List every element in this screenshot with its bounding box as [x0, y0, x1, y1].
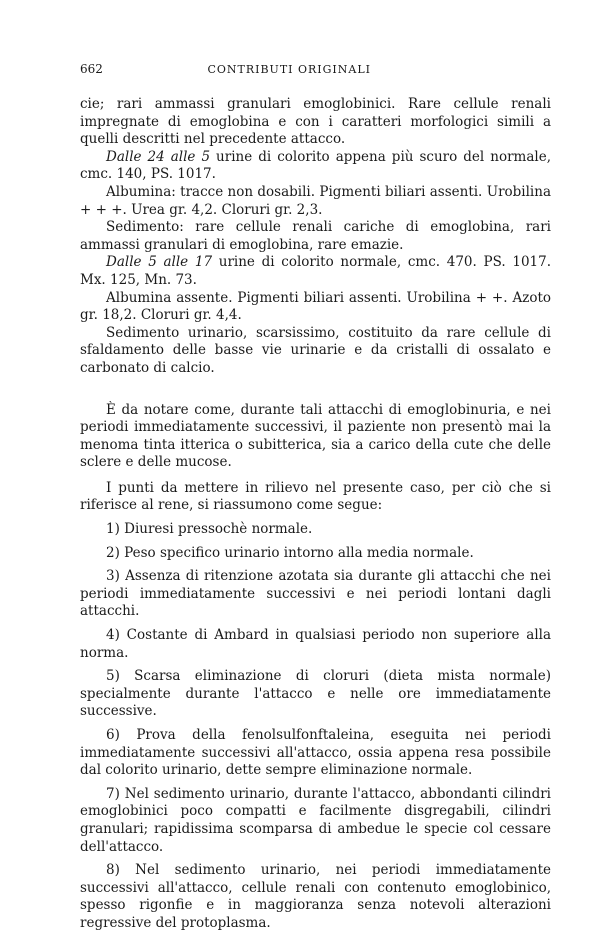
list-item: 2) Peso specifico urinario intorno alla media normale.: [106, 544, 474, 561]
paragraph: Albumina assente. Pigmenti biliari assenti. Urobilina + +. Azoto gr. 18,2. Cloruri gr. 4,4.: [80, 289, 551, 324]
paragraph: Albumina: tracce non dosabili. Pigmenti biliari assenti. Urobilina + + +. Urea gr. 4,2. Cloruri gr. 2,3.: [80, 183, 551, 218]
paragraph: Sedimento urinario, scarsissimo, costituito da rare cellule di sfaldamento delle basse vie urinarie e da cristalli di ossalato e carbonato di calcio.: [80, 324, 551, 376]
paragraph: È da notare come, durante tali attacchi di emoglobinuria, e nei periodi immediatamente successivi, il paziente non presentò mai la menoma tinta itterica o subitterica, sia a carico della cute che delle sclere e delle mucose.: [80, 401, 551, 471]
page-number: 662: [80, 62, 103, 76]
paragraph: I punti da mettere in rilievo nel presente caso, per ciò che si riferisce al rene, si riassumono come segue:: [80, 479, 551, 514]
running-title: CONTRIBUTI ORIGINALI: [207, 63, 371, 76]
list-item: 3) Assenza di ritenzione azotata sia durante gli attacchi che nei periodi immediatamente successivi e nei periodi lontani dagli attacchi.: [80, 568, 551, 620]
paragraph: cie; rari ammassi granulari emoglobinici. Rare cellule renali impregnate di emoglobina e con i caratteri morfologici simili a quelli descritti nel precedente attacco.: [80, 96, 551, 148]
list-item: 1) Diuresi pressochè normale.: [106, 521, 313, 538]
list-item: 7) Nel sedimento urinario, durante l'attacco, abbondanti cilindri emoglobinici poco compatti e facilmente disgregabili, cilindri granulari; rapidissima scomparsa di ambedue le specie col cessare dell'attacco.: [80, 785, 551, 855]
running-header: [80, 62, 551, 76]
italic-lead: Dalle 24 alle 5: [106, 148, 211, 165]
body-text: [80, 96, 551, 933]
list-item: 8) Nel sedimento urinario, nei periodi immediatamente successivi all'attacco, cellule renali con contenuto emoglobinico, spesso rigonfie e in maggioranza senza notevoli alterazioni regressive del protoplasma.: [80, 862, 551, 931]
list-item: 5) Scarsa eliminazione di cloruri (dieta mista normale) specialmente durante l'attacco e nelle ore immediatamente successive.: [80, 668, 551, 720]
paragraph: Dalle 5 alle 17 urine di colorito normale, cmc. 470. PS. 1017. Mx. 125, Mn. 73.: [80, 254, 552, 288]
list-item: 4) Costante di Ambard in qualsiasi periodo non superiore alla norma.: [80, 627, 551, 661]
italic-lead: Dalle 5 alle 17: [106, 254, 213, 271]
list-item: 6) Prova della fenolsulfonftaleina, eseguita nei periodi immediatamente successivi all'attacco, ossia appena resa possibile dal colorito urinario, dette sempre eliminazione normale.: [80, 727, 551, 779]
paragraph: Dalle 24 alle 5 urine di colorito appena più scuro del normale, cmc. 140, PS. 1017.: [80, 148, 551, 183]
paragraph: Sedimento: rare cellule renali cariche di emoglobina, rari ammassi granulari di emoglobina, rare emazie.: [80, 219, 551, 253]
